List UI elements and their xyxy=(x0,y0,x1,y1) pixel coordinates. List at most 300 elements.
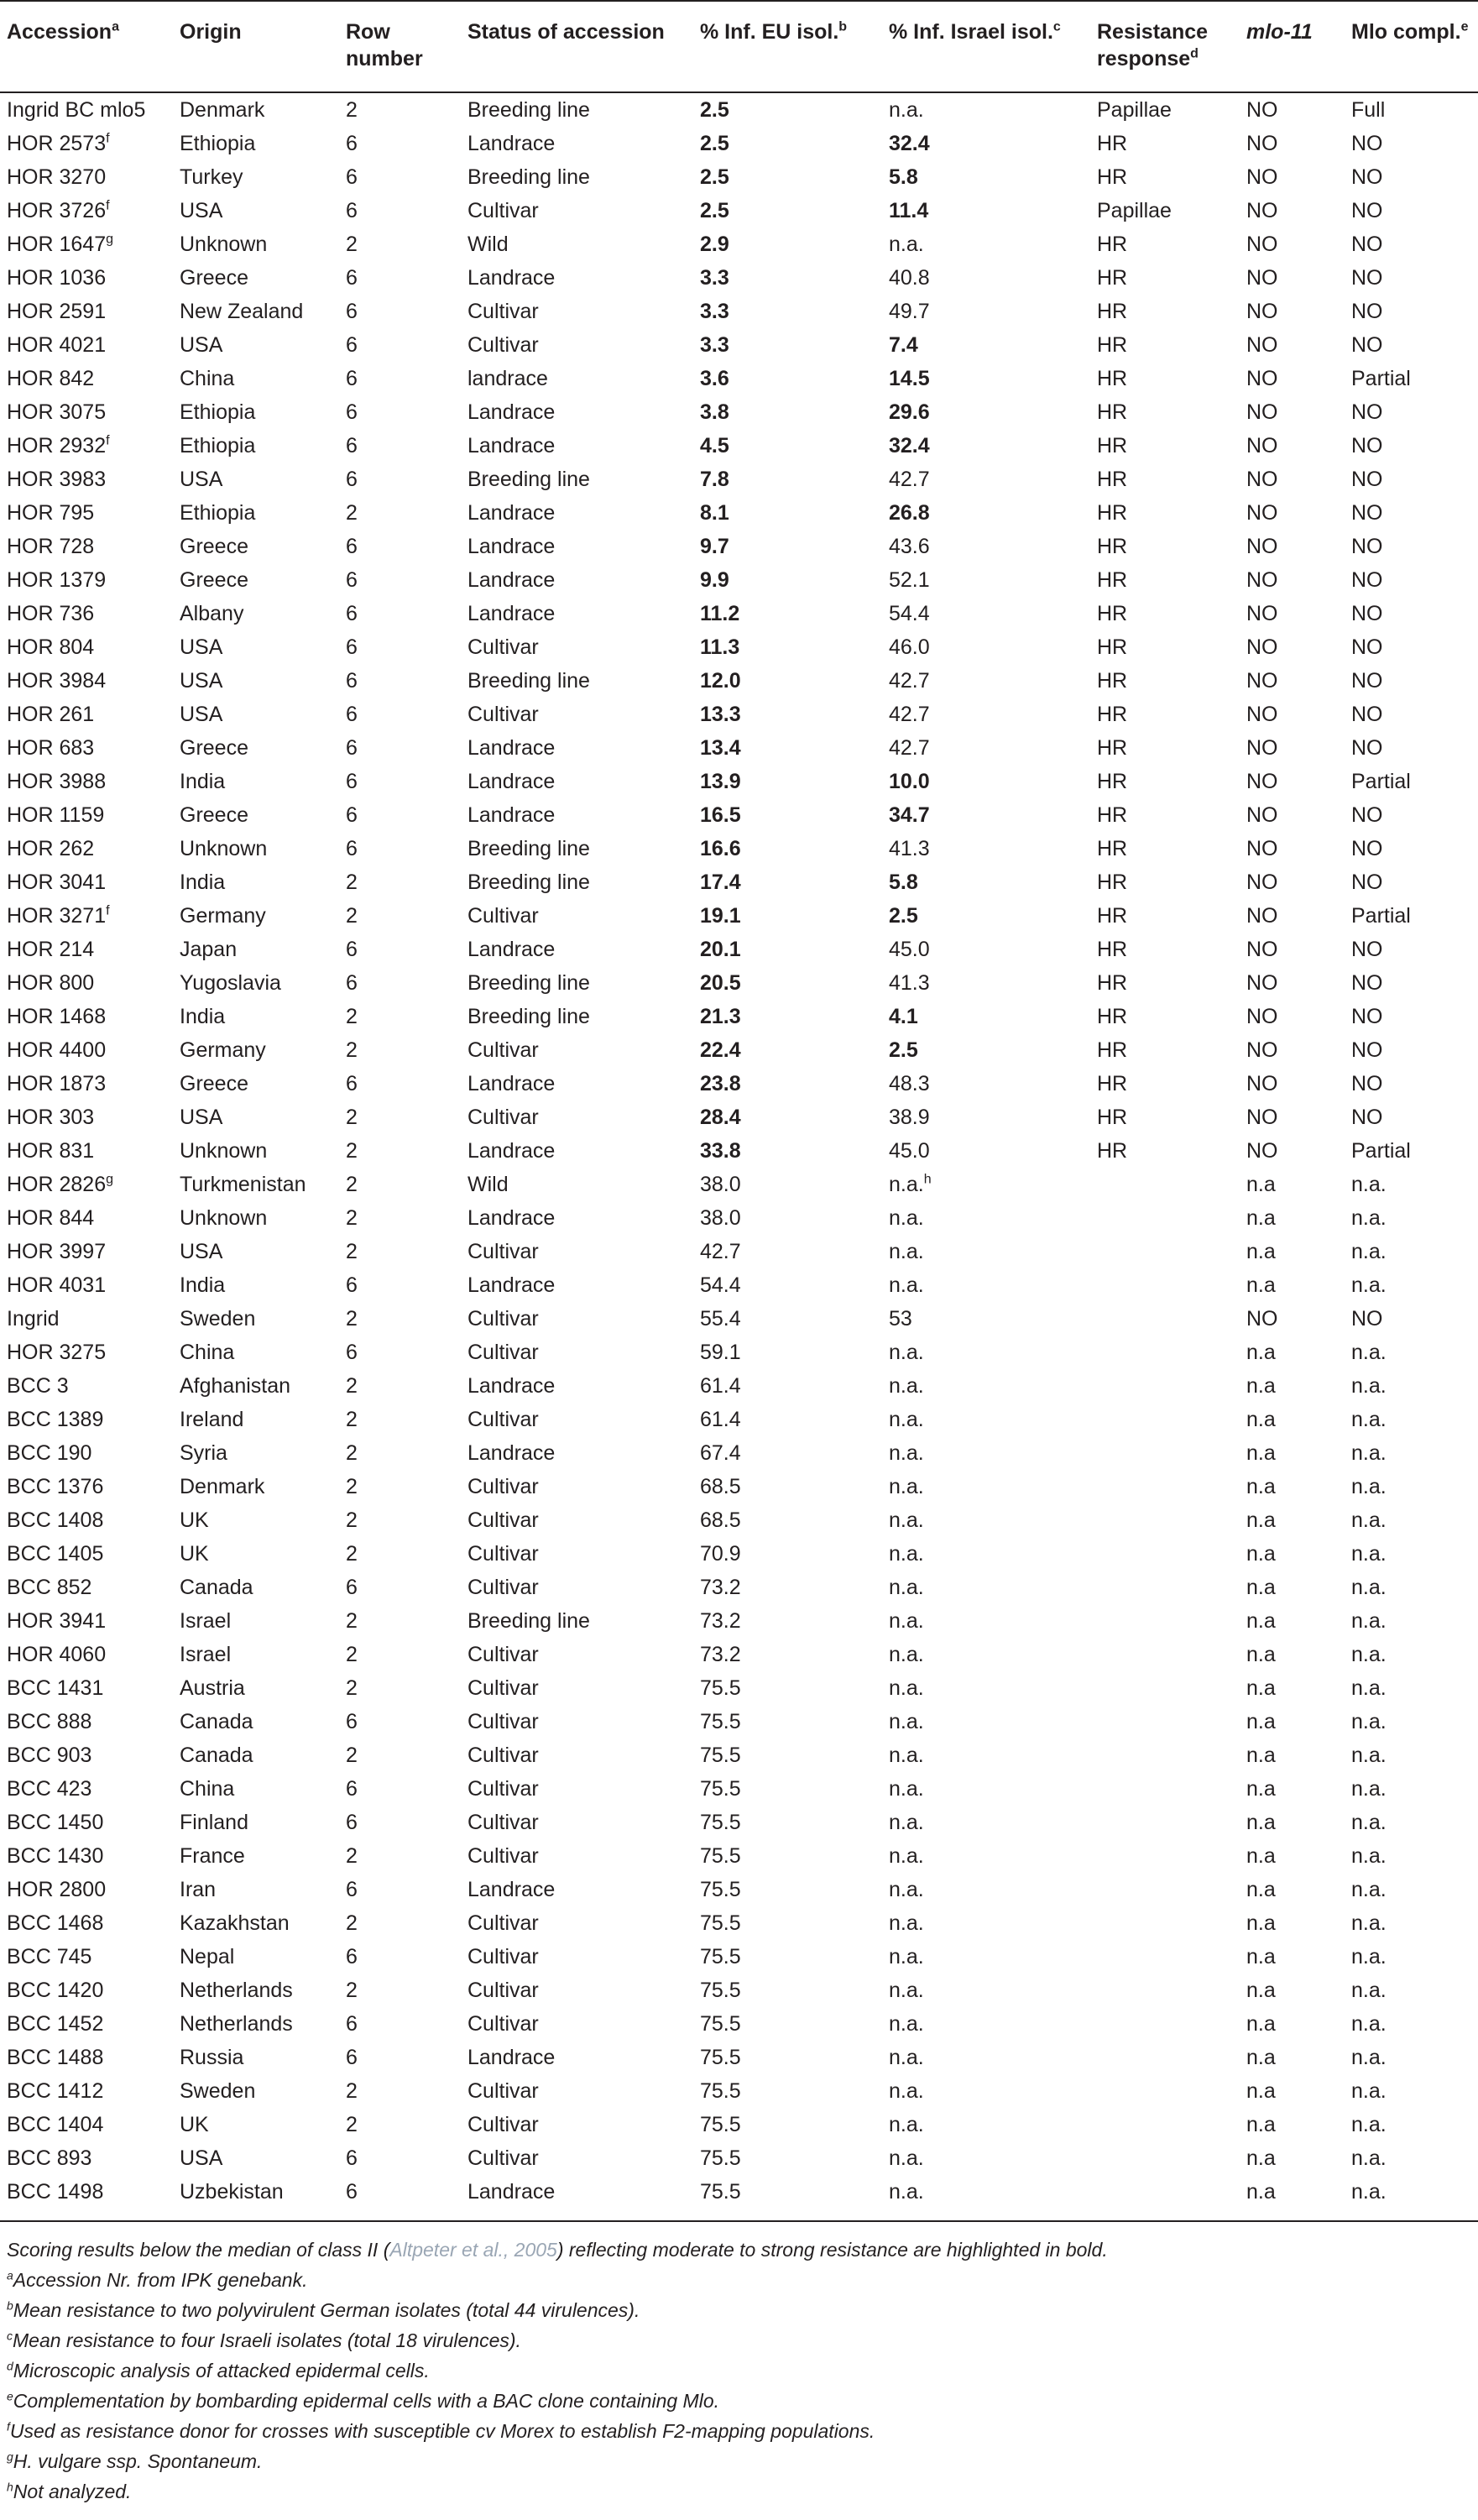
cell-mlo11: n.a xyxy=(1246,1710,1276,1733)
cell-origin: USA xyxy=(180,669,223,693)
cell-eu-infection: 9.9 xyxy=(700,568,729,592)
cell-resistance-response xyxy=(1090,1369,1240,1403)
cell-mlo-complementation: NO xyxy=(1351,703,1383,726)
cell-accession: HOR 2826$^g$ xyxy=(7,1172,114,1196)
cell-row-number: 2 xyxy=(346,1844,358,1868)
footnote-d: $^d$Microscopic analysis of attacked epidermal cells. xyxy=(7,2359,430,2381)
cell-mlo-complementation: n.a. xyxy=(1351,1508,1387,1532)
cell-accession: HOR 2932$^f$ xyxy=(7,433,110,457)
table-row xyxy=(0,597,1478,630)
table-row xyxy=(0,664,1478,698)
cell-eu-infection: 75.5 xyxy=(700,2113,741,2136)
cell-eu-infection: 67.4 xyxy=(700,1441,741,1465)
cell-israel-infection: n.a. xyxy=(889,1609,924,1633)
cell-row-number: 2 xyxy=(346,870,358,894)
cell-accession: BCC 1452 xyxy=(7,2012,104,2036)
table-row xyxy=(0,1873,1478,1906)
cell-origin: Israel xyxy=(180,1643,232,1666)
cell-status: Landrace xyxy=(467,568,556,592)
cell-row-number: 6 xyxy=(346,333,358,357)
cell-row-number: 6 xyxy=(346,2012,358,2036)
cell-israel-infection: n.a. xyxy=(889,1643,924,1666)
cell-accession: BCC 852 xyxy=(7,1576,92,1599)
table-row xyxy=(0,92,1478,127)
cell-status: Landrace xyxy=(467,132,556,155)
table-row xyxy=(0,899,1478,933)
cell-mlo-complementation: n.a. xyxy=(1351,1273,1387,1297)
cell-status: Cultivar xyxy=(467,333,539,357)
table-row xyxy=(0,328,1478,362)
cell-mlo-complementation: NO xyxy=(1351,1106,1383,1129)
cell-mlo11: NO xyxy=(1246,703,1278,726)
cell-mlo-complementation: NO xyxy=(1351,938,1383,961)
cell-mlo11: n.a xyxy=(1246,1206,1276,1230)
cell-accession: BCC 1430 xyxy=(7,1844,104,1868)
cell-status: Cultivar xyxy=(467,1576,539,1599)
cell-israel-infection: n.a. xyxy=(889,2180,924,2204)
cell-accession: BCC 190 xyxy=(7,1441,92,1465)
cell-row-number: 2 xyxy=(346,1307,358,1331)
cell-israel-infection: 32.4 xyxy=(889,132,930,155)
cell-accession: HOR 3275 xyxy=(7,1341,107,1364)
cell-israel-infection: 11.4 xyxy=(889,199,929,222)
cell-accession: HOR 4031 xyxy=(7,1273,107,1297)
cell-eu-infection: 75.5 xyxy=(700,2046,741,2069)
cell-origin: Netherlands xyxy=(180,2012,293,2036)
cell-accession: BCC 893 xyxy=(7,2146,92,2170)
cell-accession: HOR 3270 xyxy=(7,165,107,189)
cell-mlo11: n.a xyxy=(1246,1408,1276,1431)
cell-eu-infection: 75.5 xyxy=(700,1676,741,1700)
cell-row-number: 2 xyxy=(346,1609,358,1633)
cell-eu-infection: 70.9 xyxy=(700,1542,741,1566)
footnote-c: $^c$Mean resistance to four Israeli isolates (total 18 virulences). xyxy=(7,2329,521,2351)
cell-resistance-response xyxy=(1090,1336,1240,1369)
cell-row-number: 6 xyxy=(346,1945,358,1968)
cell-mlo11: n.a xyxy=(1246,2180,1276,2204)
cell-origin: Sweden xyxy=(180,1307,256,1331)
table-row xyxy=(0,630,1478,664)
table-row xyxy=(0,2141,1478,2175)
cell-row-number: 2 xyxy=(346,2079,358,2103)
cell-status: Cultivar xyxy=(467,2113,539,2136)
cell-eu-infection: 61.4 xyxy=(700,1408,741,1431)
cell-status: Cultivar xyxy=(467,1508,539,1532)
cell-mlo-complementation: NO xyxy=(1351,333,1383,357)
cell-eu-infection: 13.4 xyxy=(700,736,741,760)
table-row xyxy=(0,1503,1478,1537)
cell-eu-infection: 75.5 xyxy=(700,2180,741,2204)
citation-link[interactable]: Altpeter et al., 2005 xyxy=(389,2239,557,2261)
cell-mlo11: n.a xyxy=(1246,1240,1276,1263)
cell-accession: HOR 4060 xyxy=(7,1643,107,1666)
cell-resistance-response: HR xyxy=(1097,233,1128,256)
cell-mlo-complementation: n.a. xyxy=(1351,1911,1387,1935)
cell-israel-infection: n.a. xyxy=(889,98,924,122)
cell-israel-infection: 10.0 xyxy=(889,770,930,793)
cell-accession: BCC 1498 xyxy=(7,2180,104,2204)
cell-mlo11: NO xyxy=(1246,971,1278,995)
table-row xyxy=(0,832,1478,865)
table-row xyxy=(0,1000,1478,1033)
cell-mlo-complementation: n.a. xyxy=(1351,2146,1387,2170)
cell-row-number: 6 xyxy=(346,938,358,961)
cell-origin: USA xyxy=(180,2146,223,2170)
cell-origin: Denmark xyxy=(180,98,265,122)
cell-mlo-complementation: NO xyxy=(1351,602,1383,625)
cell-status: Landrace xyxy=(467,938,556,961)
cell-row-number: 6 xyxy=(346,2146,358,2170)
cell-mlo11: NO xyxy=(1246,803,1278,827)
cell-status: Landrace xyxy=(467,770,556,793)
cell-israel-infection: 53 xyxy=(889,1307,912,1331)
table-row xyxy=(0,1168,1478,1201)
cell-israel-infection: n.a. xyxy=(889,1676,924,1700)
cell-status: Cultivar xyxy=(467,1038,539,1062)
cell-eu-infection: 2.5 xyxy=(700,98,729,122)
cell-mlo11: n.a xyxy=(1246,1844,1276,1868)
cell-resistance-response: HR xyxy=(1097,1072,1128,1095)
cell-accession: HOR 261 xyxy=(7,703,95,726)
cell-eu-infection: 75.5 xyxy=(700,2146,741,2170)
cell-resistance-response: HR xyxy=(1097,1139,1128,1163)
cell-row-number: 6 xyxy=(346,1341,358,1364)
cell-status: Landrace xyxy=(467,736,556,760)
cell-accession: HOR 1379 xyxy=(7,568,107,592)
cell-row-number: 6 xyxy=(346,770,358,793)
cell-mlo-complementation: NO xyxy=(1351,300,1383,323)
cell-resistance-response xyxy=(1090,1235,1240,1268)
table-row xyxy=(0,1369,1478,1403)
cell-mlo-complementation: n.a. xyxy=(1351,1475,1387,1498)
cell-eu-infection: 28.4 xyxy=(700,1106,741,1129)
cell-resistance-response: HR xyxy=(1097,971,1128,995)
cell-origin: Germany xyxy=(180,904,266,928)
cell-origin: Denmark xyxy=(180,1475,265,1498)
cell-accession: HOR 3075 xyxy=(7,400,107,424)
cell-mlo-complementation: Partial xyxy=(1351,1139,1411,1163)
cell-row-number: 2 xyxy=(346,1374,358,1398)
cell-israel-infection: 2.5 xyxy=(889,1038,918,1062)
cell-row-number: 6 xyxy=(346,1072,358,1095)
cell-accession: HOR 831 xyxy=(7,1139,95,1163)
cell-accession: HOR 795 xyxy=(7,501,95,525)
cell-accession: HOR 728 xyxy=(7,535,95,558)
cell-mlo-complementation: NO xyxy=(1351,199,1383,222)
cell-eu-infection: 7.8 xyxy=(700,468,729,491)
cell-resistance-response: HR xyxy=(1097,736,1128,760)
cell-status: Landrace xyxy=(467,2046,556,2069)
cell-status: Cultivar xyxy=(467,1945,539,1968)
cell-status: Cultivar xyxy=(467,1676,539,1700)
cell-accession: HOR 303 xyxy=(7,1106,95,1129)
cell-mlo-complementation: NO xyxy=(1351,1307,1383,1331)
cell-mlo11: NO xyxy=(1246,1072,1278,1095)
cell-resistance-response xyxy=(1090,1470,1240,1503)
cell-mlo11: n.a xyxy=(1246,2046,1276,2069)
cell-eu-infection: 42.7 xyxy=(700,1240,741,1263)
cell-eu-infection: 16.5 xyxy=(700,803,741,827)
cell-mlo11: NO xyxy=(1246,1005,1278,1028)
cell-status: Cultivar xyxy=(467,1341,539,1364)
cell-row-number: 6 xyxy=(346,1811,358,1834)
cell-origin: Turkey xyxy=(180,165,243,189)
cell-israel-infection: 49.7 xyxy=(889,300,930,323)
cell-row-number: 6 xyxy=(346,367,358,390)
cell-status: Landrace xyxy=(467,803,556,827)
cell-accession: HOR 3984 xyxy=(7,669,107,693)
cell-eu-infection: 75.5 xyxy=(700,1911,741,1935)
cell-accession: HOR 1647$^g$ xyxy=(7,232,114,256)
cell-row-number: 2 xyxy=(346,1911,358,1935)
cell-mlo11: n.a xyxy=(1246,1542,1276,1566)
cell-mlo11: n.a xyxy=(1246,1744,1276,1767)
cell-accession: HOR 1873 xyxy=(7,1072,107,1095)
cell-israel-infection: n.a. xyxy=(889,2113,924,2136)
cell-eu-infection: 75.5 xyxy=(700,1710,741,1733)
cell-origin: Greece xyxy=(180,803,248,827)
cell-mlo-complementation: n.a. xyxy=(1351,1710,1387,1733)
table-row xyxy=(0,1537,1478,1571)
cell-israel-infection: n.a. xyxy=(889,1240,924,1263)
cell-accession: BCC 903 xyxy=(7,1744,92,1767)
cell-accession: BCC 3 xyxy=(7,1374,69,1398)
table-row xyxy=(0,966,1478,1000)
cell-status: Cultivar xyxy=(467,1911,539,1935)
cell-mlo11: NO xyxy=(1246,770,1278,793)
cell-mlo11: n.a xyxy=(1246,1173,1276,1196)
table-row xyxy=(0,2007,1478,2041)
cell-status: Landrace xyxy=(467,400,556,424)
cell-mlo11: n.a xyxy=(1246,1609,1276,1633)
table-row xyxy=(0,1806,1478,1839)
table-row xyxy=(0,1772,1478,1806)
cell-eu-infection: 33.8 xyxy=(700,1139,741,1163)
table-bottom-rule xyxy=(0,2220,1478,2222)
cell-mlo11: n.a xyxy=(1246,1576,1276,1599)
cell-status: Landrace xyxy=(467,1273,556,1297)
cell-status: Cultivar xyxy=(467,1710,539,1733)
cell-row-number: 6 xyxy=(346,468,358,491)
cell-resistance-response: HR xyxy=(1097,501,1128,525)
table-row xyxy=(0,463,1478,496)
cell-status: Cultivar xyxy=(467,1307,539,1331)
footnote-a: $^a$Accession Nr. from IPK genebank. xyxy=(7,2268,308,2291)
cell-mlo11: NO xyxy=(1246,904,1278,928)
cell-row-number: 2 xyxy=(346,1441,358,1465)
cell-origin: China xyxy=(180,367,235,390)
cell-israel-infection: n.a. xyxy=(889,1206,924,1230)
cell-accession: HOR 3271$^f$ xyxy=(7,903,110,928)
cell-resistance-response xyxy=(1090,1638,1240,1671)
cell-eu-infection: 38.0 xyxy=(700,1206,741,1230)
cell-eu-infection: 3.3 xyxy=(700,300,729,323)
cell-origin: Unknown xyxy=(180,233,268,256)
cell-row-number: 2 xyxy=(346,1676,358,1700)
cell-status: Cultivar xyxy=(467,1979,539,2002)
cell-origin: UK xyxy=(180,2113,209,2136)
cell-mlo-complementation: NO xyxy=(1351,434,1383,457)
cell-eu-infection: 2.9 xyxy=(700,233,729,256)
cell-row-number: 2 xyxy=(346,2113,358,2136)
cell-israel-infection: n.a. xyxy=(889,1979,924,2002)
cell-status: Breeding line xyxy=(467,165,590,189)
cell-resistance-response xyxy=(1090,2175,1240,2209)
cell-eu-infection: 23.8 xyxy=(700,1072,741,1095)
cell-status: landrace xyxy=(467,367,548,390)
cell-accession: BCC 1450 xyxy=(7,1811,104,1834)
cell-mlo11: n.a xyxy=(1246,1273,1276,1297)
cell-mlo11: n.a xyxy=(1246,1811,1276,1834)
cell-mlo-complementation: n.a. xyxy=(1351,1173,1387,1196)
footnote-e: $^e$Complementation by bombarding epidermal cells with a BAC clone containing Mlo. xyxy=(7,2389,720,2412)
cell-israel-infection: n.a. xyxy=(889,1341,924,1364)
cell-row-number: 6 xyxy=(346,1878,358,1901)
cell-origin: UK xyxy=(180,1542,209,1566)
cell-mlo-complementation: n.a. xyxy=(1351,1945,1387,1968)
cell-israel-infection: 29.6 xyxy=(889,400,930,424)
cell-row-number: 6 xyxy=(346,199,358,222)
cell-row-number: 2 xyxy=(346,501,358,525)
cell-israel-infection: 5.8 xyxy=(889,870,918,894)
cell-eu-infection: 20.5 xyxy=(700,971,741,995)
cell-accession: HOR 2591 xyxy=(7,300,107,323)
cell-mlo11: NO xyxy=(1246,1307,1278,1331)
cell-origin: Canada xyxy=(180,1576,253,1599)
cell-eu-infection: 75.5 xyxy=(700,1979,741,2002)
cell-mlo-complementation: NO xyxy=(1351,266,1383,290)
table-header-row xyxy=(0,1,1478,92)
table-row xyxy=(0,1705,1478,1738)
cell-eu-infection: 20.1 xyxy=(700,938,741,961)
cell-row-number: 2 xyxy=(346,1542,358,1566)
cell-mlo11: n.a xyxy=(1246,1374,1276,1398)
cell-israel-infection: n.a. xyxy=(889,1576,924,1599)
table-row xyxy=(0,160,1478,194)
table-row xyxy=(0,1403,1478,1436)
table-row xyxy=(0,127,1478,160)
cell-status: Landrace xyxy=(467,1206,556,1230)
cell-resistance-response: HR xyxy=(1097,938,1128,961)
cell-resistance-response xyxy=(1090,1906,1240,1940)
cell-accession: HOR 3997 xyxy=(7,1240,107,1263)
cell-accession: BCC 1468 xyxy=(7,1911,104,1935)
cell-mlo-complementation: n.a. xyxy=(1351,2180,1387,2204)
cell-mlo11: NO xyxy=(1246,199,1278,222)
cell-mlo-complementation: NO xyxy=(1351,568,1383,592)
header-mlo11: mlo-11 xyxy=(1240,1,1345,92)
cell-accession: BCC 1404 xyxy=(7,2113,104,2136)
table-row xyxy=(0,698,1478,731)
cell-mlo-complementation: Full xyxy=(1351,98,1386,122)
cell-origin: Canada xyxy=(180,1710,253,1733)
cell-mlo11: n.a xyxy=(1246,1508,1276,1532)
cell-resistance-response: HR xyxy=(1097,703,1128,726)
cell-origin: Greece xyxy=(180,266,248,290)
cell-israel-infection: 42.7 xyxy=(889,736,930,760)
cell-accession: BCC 1408 xyxy=(7,1508,104,1532)
cell-row-number: 6 xyxy=(346,400,358,424)
cell-origin: China xyxy=(180,1777,235,1801)
cell-mlo-complementation: n.a. xyxy=(1351,1609,1387,1633)
cell-mlo11: n.a xyxy=(1246,1777,1276,1801)
cell-origin: Albany xyxy=(180,602,244,625)
cell-row-number: 2 xyxy=(346,1475,358,1498)
cell-row-number: 6 xyxy=(346,971,358,995)
cell-accession: HOR 3041 xyxy=(7,870,107,894)
cell-row-number: 2 xyxy=(346,904,358,928)
cell-israel-infection: n.a. xyxy=(889,2146,924,2170)
table-row xyxy=(0,530,1478,563)
table-row xyxy=(0,1906,1478,1940)
cell-row-number: 2 xyxy=(346,1005,358,1028)
cell-eu-infection: 8.1 xyxy=(700,501,729,525)
cell-origin: Unknown xyxy=(180,1206,268,1230)
cell-accession: HOR 800 xyxy=(7,971,95,995)
cell-resistance-response: HR xyxy=(1097,1106,1128,1129)
cell-row-number: 6 xyxy=(346,837,358,860)
cell-origin: Unknown xyxy=(180,1139,268,1163)
cell-israel-infection: 2.5 xyxy=(889,904,918,928)
cell-accession: BCC 1431 xyxy=(7,1676,104,1700)
cell-row-number: 6 xyxy=(346,803,358,827)
cell-resistance-response: HR xyxy=(1097,635,1128,659)
cell-resistance-response: Papillae xyxy=(1097,98,1172,122)
cell-resistance-response: HR xyxy=(1097,434,1128,457)
cell-eu-infection: 3.8 xyxy=(700,400,729,424)
cell-row-number: 6 xyxy=(346,2046,358,2069)
cell-mlo11: NO xyxy=(1246,602,1278,625)
cell-status: Breeding line xyxy=(467,971,590,995)
cell-status: Breeding line xyxy=(467,837,590,860)
cell-resistance-response xyxy=(1090,1436,1240,1470)
cell-status: Wild xyxy=(467,1173,509,1196)
cell-accession: BCC 888 xyxy=(7,1710,92,1733)
cell-accession: HOR 804 xyxy=(7,635,95,659)
cell-resistance-response xyxy=(1090,1772,1240,1806)
cell-israel-infection: 46.0 xyxy=(889,635,930,659)
cell-origin: USA xyxy=(180,468,223,491)
cell-row-number: 6 xyxy=(346,669,358,693)
cell-israel-infection: n.a. xyxy=(889,1811,924,1834)
cell-row-number: 6 xyxy=(346,1777,358,1801)
cell-israel-infection: 42.7 xyxy=(889,669,930,693)
cell-mlo11: NO xyxy=(1246,635,1278,659)
table-row xyxy=(0,429,1478,463)
cell-mlo-complementation: n.a. xyxy=(1351,1979,1387,2002)
cell-mlo-complementation: n.a. xyxy=(1351,1844,1387,1868)
cell-mlo11: NO xyxy=(1246,870,1278,894)
cell-mlo-complementation: NO xyxy=(1351,132,1383,155)
cell-mlo11: n.a xyxy=(1246,1878,1276,1901)
cell-accession: BCC 1389 xyxy=(7,1408,104,1431)
cell-origin: France xyxy=(180,1844,245,1868)
cell-mlo11: n.a xyxy=(1246,1945,1276,1968)
cell-mlo11: NO xyxy=(1246,568,1278,592)
table-row xyxy=(0,563,1478,597)
cell-row-number: 6 xyxy=(346,132,358,155)
cell-row-number: 2 xyxy=(346,1038,358,1062)
cell-origin: Greece xyxy=(180,736,248,760)
cell-israel-infection: 42.7 xyxy=(889,468,930,491)
cell-accession: HOR 842 xyxy=(7,367,95,390)
cell-eu-infection: 9.7 xyxy=(700,535,729,558)
cell-israel-infection: 42.7 xyxy=(889,703,930,726)
cell-mlo11: n.a xyxy=(1246,1643,1276,1666)
cell-accession: BCC 1420 xyxy=(7,1979,104,2002)
cell-mlo-complementation: n.a. xyxy=(1351,2079,1387,2103)
cell-mlo11: NO xyxy=(1246,468,1278,491)
